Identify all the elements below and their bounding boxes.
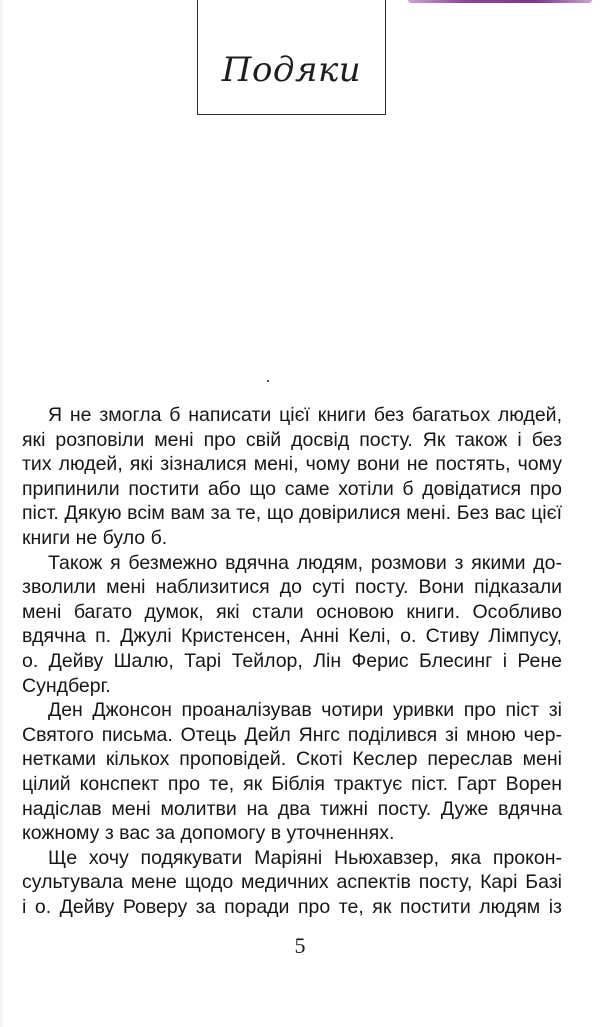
text-line: нетками кількох проповідей. Скоті Кеслер переслав мені (22, 748, 562, 771)
text-line: припинили постити або що саме хотіли б довідатися про (22, 477, 562, 500)
paragraph-2 (22, 551, 562, 699)
paragraph-3 (22, 698, 562, 846)
text-line: мені багато думок, які стали основою книги. Особливо (22, 600, 562, 623)
text-line: зволили мені наблизитися до суті посту. Вони підказали (22, 576, 562, 599)
purple-bookmark-bar (408, 0, 592, 3)
text-line: о. Дейву Шалю, Тарі Тейлор, Лін Ферис Блесинг і Рене (22, 649, 562, 672)
text-line: надіслав мені молитви на два тижні посту. Дуже вдячна (22, 797, 562, 820)
text-line: тих людей, які зізналися мені, чому вони не постять, чому (22, 453, 562, 476)
text-line: Я не змогла б написати цієї книги без багатьох людей, (48, 404, 562, 426)
text-line: і о. Дейву Роверу за поради про те, як постити людям із (22, 895, 562, 918)
text-line: цілий конспект про те, як Біблія трактує піст. Гарт Ворен (22, 772, 562, 795)
text-line: Ден Джонсон проаналізував чотири уривки про піст зі (48, 699, 562, 722)
text-line: Ще хочу подякувати Маріяні Ньюхавзер, яка прокон- (48, 846, 562, 869)
text-line: кожному з вас за допомогу в уточненнях. (22, 822, 395, 845)
chapter-title: Подяки (221, 50, 362, 90)
chapter-title-box (197, 0, 386, 115)
text-line: піст. Дякую всім вам за те, що довірилися мені. Без вас цієї (22, 502, 562, 525)
text-line: вдячна п. Джулі Кристенсен, Анні Келі, о. Стиву Лімпусу, (22, 625, 562, 648)
text-line: Сундберг. (22, 674, 111, 697)
body-text (22, 403, 562, 919)
text-line: сультувала мене щодо медичних аспектів посту, Карі Базі (22, 871, 562, 894)
print-speck (267, 380, 269, 382)
text-line: Святого письма. Отець Дейл Янгс поділився зі мною чер- (22, 723, 562, 746)
page-number: 5 (294, 933, 306, 958)
paragraph-4 (22, 846, 562, 920)
text-line: які розповіли мені про свій досвід посту. Як також і без (22, 428, 562, 451)
paragraph-1 (22, 403, 562, 551)
text-line: книги не було б. (22, 526, 168, 549)
page-edge-shadow (0, 0, 4, 1027)
text-line: Також я безмежно вдячна людям, розмови з якими до- (48, 551, 562, 574)
